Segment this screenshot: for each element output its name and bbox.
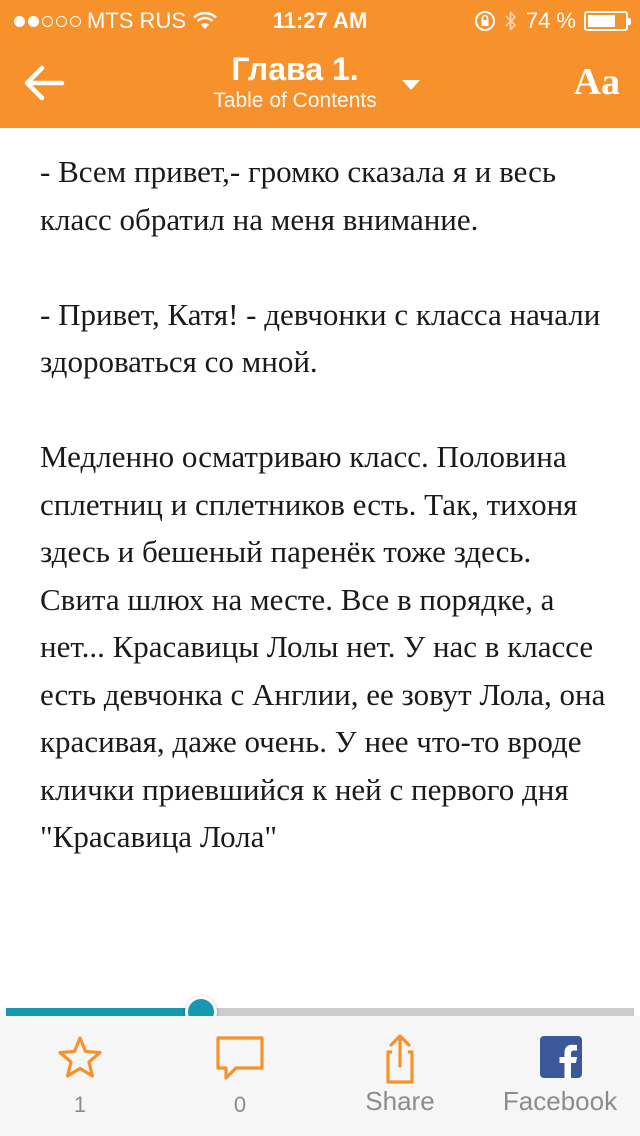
bottom-toolbar bbox=[0, 1016, 640, 1136]
share-icon bbox=[370, 1034, 430, 1084]
reading-progress-bar[interactable] bbox=[6, 1008, 634, 1016]
font-settings-button[interactable]: Aa bbox=[573, 61, 620, 103]
status-right bbox=[474, 8, 628, 34]
status-bar bbox=[0, 0, 640, 40]
chevron-down-icon[interactable] bbox=[402, 80, 420, 90]
bluetooth-icon bbox=[504, 10, 518, 32]
chapter-subtitle: Table of Contents bbox=[213, 89, 377, 112]
comment-bubble-icon bbox=[210, 1034, 270, 1084]
chapter-text bbox=[40, 148, 610, 1010]
vote-count: 1 bbox=[73, 1092, 87, 1117]
paragraph: - Привет, Катя! - девчонки с класса начали здороваться со мной. bbox=[40, 296, 601, 379]
chapter-title: Глава 1. bbox=[231, 51, 359, 87]
paragraph: - Всем привет,- громко сказала я и весь класс обратил на меня внимание. bbox=[40, 154, 557, 237]
battery-icon bbox=[584, 11, 628, 31]
battery-fill bbox=[588, 15, 615, 27]
paragraph: Медленно осматриваю класс. Половина сплетниц и сплетников есть. Так, тихоня здесь и бешеный паренёк тоже здесь. Свита шлюх на месте. Все в порядке, а нет... Красавицы Лолы нет. У нас в классе есть девчонка с Англии, ее зовут Лола, она красивая, даже очень. У нее что-то вроде клички приевшийся к ней с первого дня "Красавица Лола" bbox=[40, 439, 606, 854]
carrier-name: MTS RUS bbox=[87, 8, 186, 33]
share-button[interactable] bbox=[320, 1016, 480, 1136]
comment-button[interactable] bbox=[160, 1016, 320, 1136]
back-arrow-icon[interactable] bbox=[22, 60, 68, 106]
share-label: Share bbox=[365, 1086, 435, 1116]
status-time: 11:27 AM bbox=[272, 8, 368, 33]
battery-percent: 74 % bbox=[525, 8, 576, 33]
chapter-selector[interactable] bbox=[160, 50, 430, 114]
top-bar bbox=[0, 0, 640, 128]
star-icon bbox=[50, 1034, 110, 1084]
vote-button[interactable] bbox=[0, 1016, 160, 1136]
reading-progress-fill bbox=[6, 1008, 201, 1016]
comment-count: 0 bbox=[233, 1092, 247, 1117]
facebook-button[interactable] bbox=[480, 1016, 640, 1136]
facebook-icon bbox=[530, 1034, 590, 1084]
facebook-label: Facebook bbox=[502, 1086, 618, 1116]
orientation-lock-icon bbox=[474, 10, 496, 32]
